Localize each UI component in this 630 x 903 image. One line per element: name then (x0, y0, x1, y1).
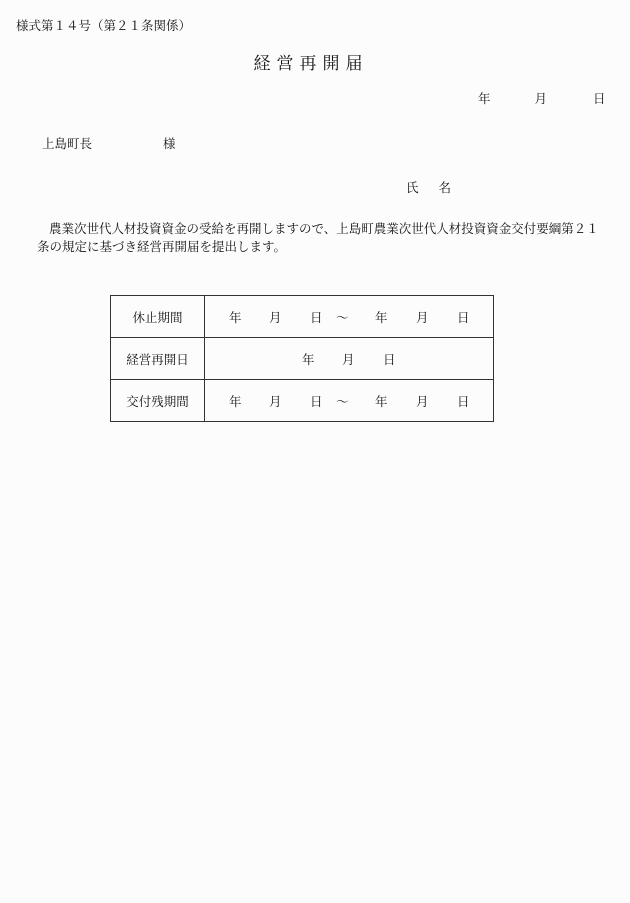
date-month: 月 (534, 91, 548, 106)
resume-day: 日 (383, 351, 396, 367)
range-separator: ～ (336, 309, 349, 325)
from-year: 年 (229, 309, 242, 325)
to-year: 年 (375, 309, 388, 325)
table-row (111, 338, 494, 380)
form-number: 様式第１４号（第２１条関係） (16, 18, 192, 33)
range-separator: ～ (336, 393, 349, 409)
date-year: 年 (478, 91, 491, 106)
row-label-remaining: 交付残期間 (111, 380, 205, 422)
date-day: 日 (593, 91, 606, 106)
resume-year: 年 (302, 351, 315, 367)
resume-date-value (205, 338, 494, 380)
to-year: 年 (375, 393, 388, 409)
row-label-suspension: 休止期間 (111, 296, 205, 338)
resume-month: 月 (342, 351, 355, 367)
suspension-period-value (205, 296, 494, 338)
from-day: 日 (310, 309, 323, 325)
applicant-label-2: 名 (438, 180, 452, 195)
period-table (110, 295, 494, 422)
addressee-name: 上島町長 (42, 136, 93, 151)
from-year: 年 (229, 393, 242, 409)
from-month: 月 (269, 393, 282, 409)
addressee (42, 134, 176, 152)
table-row (111, 296, 494, 338)
applicant-label-1: 氏 (406, 180, 419, 195)
submission-date (478, 89, 606, 107)
remaining-period-value (205, 380, 494, 422)
applicant-name-line (406, 178, 451, 196)
row-label-resume-date: 経営再開日 (111, 338, 205, 380)
body-paragraph: 農業次世代人材投資資金の受給を再開しますので、上島町農業次世代人材投資資金交付要綱第２１条の規定に基づき経営再開届を提出します。 (37, 221, 599, 254)
addressee-honorific: 様 (163, 136, 176, 151)
to-month: 月 (416, 309, 429, 325)
document-title: 経営再開届 (253, 54, 369, 74)
from-month: 月 (269, 309, 282, 325)
from-day: 日 (310, 393, 323, 409)
table-row (111, 380, 494, 422)
to-day: 日 (457, 393, 470, 409)
to-month: 月 (416, 393, 429, 409)
to-day: 日 (457, 309, 470, 325)
